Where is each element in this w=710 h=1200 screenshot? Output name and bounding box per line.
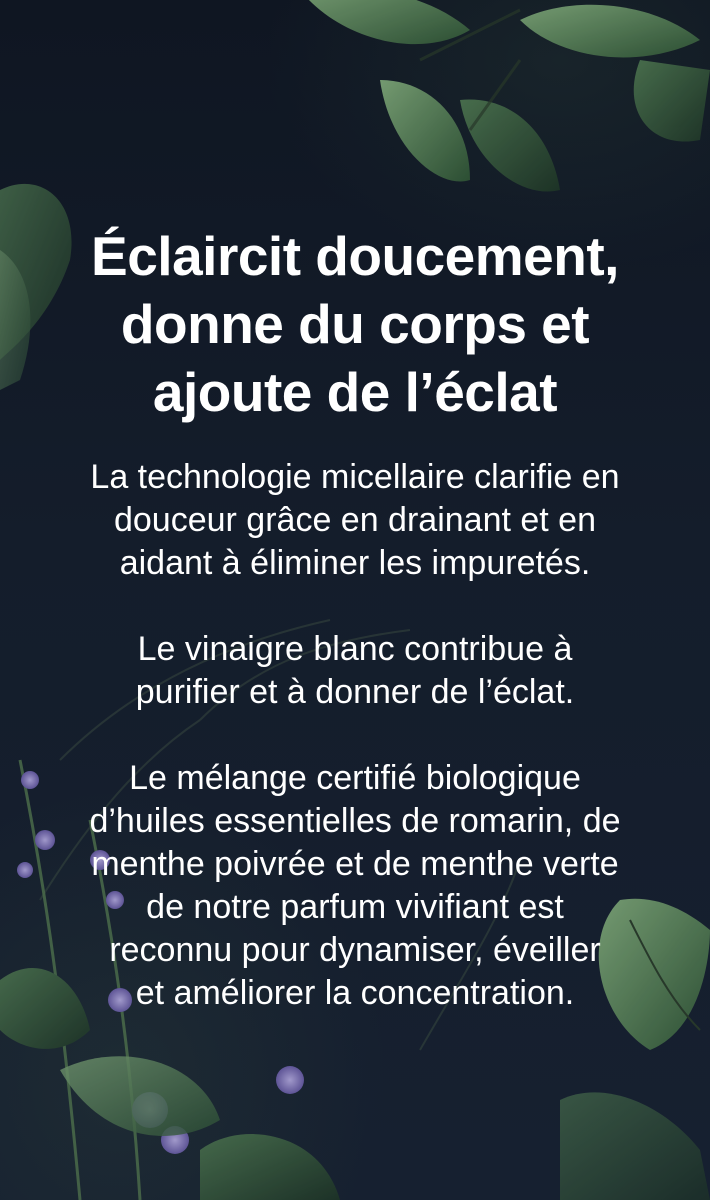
- headline: [40, 222, 670, 426]
- paragraph-line: douceur grâce en drainant et en: [113, 501, 596, 539]
- paragraph-line: Le mélange certifié biologique: [129, 759, 581, 797]
- paragraph-line: reconnu pour dynamiser, éveiller: [109, 931, 601, 969]
- paragraph-white-vinegar: [40, 628, 670, 714]
- paragraph-line: purifier et à donner de l’éclat.: [135, 673, 575, 711]
- paragraph-essential-oils: [40, 757, 670, 1015]
- paragraph-line: et améliorer la concentration.: [135, 974, 575, 1012]
- paragraph-line: d’huiles essentielles de romarin, de: [89, 802, 621, 840]
- headline-line: ajoute de l’éclat: [152, 361, 558, 423]
- paragraph-line: de notre parfum vivifiant est: [146, 888, 564, 926]
- headline-line: Éclaircit doucement,: [91, 225, 619, 287]
- mint-leaf-cluster-top-right: [300, 0, 710, 192]
- paragraph-line: La technologie micellaire clarifie en: [90, 458, 620, 496]
- headline-line: donne du corps et: [120, 293, 590, 355]
- paragraph-line: aidant à éliminer les impuretés.: [119, 544, 591, 582]
- paragraph-line: menthe poivrée et de menthe verte: [91, 845, 619, 883]
- paragraph-micellar-technology: [40, 456, 670, 585]
- text-content: [40, 222, 670, 1015]
- paragraph-line: Le vinaigre blanc contribue à: [137, 630, 573, 668]
